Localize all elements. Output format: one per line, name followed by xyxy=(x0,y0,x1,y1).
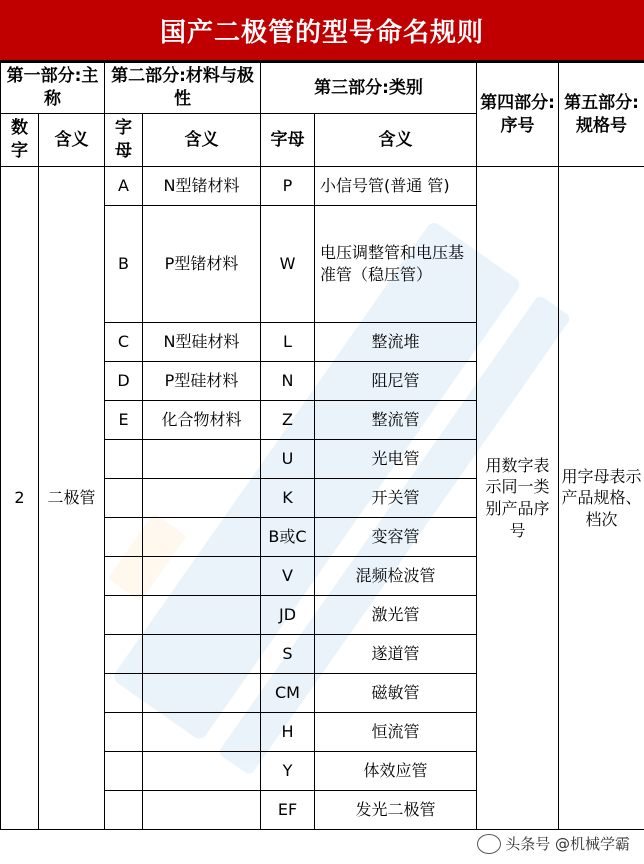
material-meaning: N型锗材料 xyxy=(143,167,261,206)
page-title: 国产二极管的型号命名规则 xyxy=(0,0,644,62)
header-p2-meaning: 含义 xyxy=(143,114,261,167)
category-letter: W xyxy=(261,206,315,323)
category-meaning: 发光二极管 xyxy=(315,791,477,830)
material-letter: A xyxy=(105,167,143,206)
material-meaning xyxy=(143,518,261,557)
category-letter: U xyxy=(261,440,315,479)
header-p1-digit: 数字 xyxy=(1,114,39,167)
material-letter: C xyxy=(105,323,143,362)
category-meaning: 激光管 xyxy=(315,596,477,635)
material-letter xyxy=(105,713,143,752)
header-p3-meaning: 含义 xyxy=(315,114,477,167)
category-meaning: 遂道管 xyxy=(315,635,477,674)
category-meaning: 阻尼管 xyxy=(315,362,477,401)
header-part3: 第三部分:类别 xyxy=(261,63,477,114)
wechat-icon xyxy=(477,834,501,854)
header-part1: 第一部分:主称 xyxy=(1,63,105,114)
material-meaning xyxy=(143,635,261,674)
category-meaning: 整流堆 xyxy=(315,323,477,362)
material-letter: E xyxy=(105,401,143,440)
material-meaning xyxy=(143,557,261,596)
material-meaning: N型硅材料 xyxy=(143,323,261,362)
header-part2: 第二部分:材料与极性 xyxy=(105,63,261,114)
header-p2-letter: 字母 xyxy=(105,114,143,167)
header-part5: 第五部分:规格号 xyxy=(559,63,644,167)
header-part4: 第四部分:序号 xyxy=(477,63,559,167)
material-letter xyxy=(105,479,143,518)
footer-text: 头条号 @机械学霸 xyxy=(505,835,630,853)
material-letter: D xyxy=(105,362,143,401)
material-meaning xyxy=(143,596,261,635)
table-row xyxy=(1,167,644,206)
category-meaning: 恒流管 xyxy=(315,713,477,752)
material-meaning: 化合物材料 xyxy=(143,401,261,440)
part5-description: 用字母表示产品规格、档次 xyxy=(559,167,644,830)
category-letter: Z xyxy=(261,401,315,440)
category-letter: N xyxy=(261,362,315,401)
category-letter: B或C xyxy=(261,518,315,557)
category-meaning: 小信号管(普通 管) xyxy=(315,167,477,206)
category-meaning: 混频检波管 xyxy=(315,557,477,596)
material-meaning xyxy=(143,674,261,713)
material-letter xyxy=(105,791,143,830)
footer-credit xyxy=(477,833,630,854)
part1-meaning: 二极管 xyxy=(39,167,105,830)
material-meaning xyxy=(143,752,261,791)
category-meaning: 开关管 xyxy=(315,479,477,518)
category-meaning: 体效应管 xyxy=(315,752,477,791)
category-letter: V xyxy=(261,557,315,596)
part4-description: 用数字表示同一类别产品序号 xyxy=(477,167,559,830)
category-meaning: 电压调整管和电压基准管（稳压管） xyxy=(315,206,477,323)
material-letter xyxy=(105,557,143,596)
material-letter xyxy=(105,674,143,713)
category-meaning: 变容管 xyxy=(315,518,477,557)
category-letter: CM xyxy=(261,674,315,713)
category-letter: EF xyxy=(261,791,315,830)
category-letter: JD xyxy=(261,596,315,635)
category-letter: Y xyxy=(261,752,315,791)
material-meaning: P型硅材料 xyxy=(143,362,261,401)
material-letter xyxy=(105,596,143,635)
header-p3-letter: 字母 xyxy=(261,114,315,167)
naming-rules-table xyxy=(0,62,644,830)
material-letter xyxy=(105,635,143,674)
category-meaning: 光电管 xyxy=(315,440,477,479)
material-letter xyxy=(105,440,143,479)
material-meaning xyxy=(143,440,261,479)
material-letter xyxy=(105,518,143,557)
category-letter: P xyxy=(261,167,315,206)
material-letter: B xyxy=(105,206,143,323)
material-meaning xyxy=(143,713,261,752)
category-letter: L xyxy=(261,323,315,362)
material-meaning: P型锗材料 xyxy=(143,206,261,323)
part1-digit: 2 xyxy=(1,167,39,830)
category-letter: H xyxy=(261,713,315,752)
category-letter: K xyxy=(261,479,315,518)
material-letter xyxy=(105,752,143,791)
header-p1-meaning: 含义 xyxy=(39,114,105,167)
material-meaning xyxy=(143,791,261,830)
category-meaning: 磁敏管 xyxy=(315,674,477,713)
category-letter: S xyxy=(261,635,315,674)
category-meaning: 整流管 xyxy=(315,401,477,440)
material-meaning xyxy=(143,479,261,518)
